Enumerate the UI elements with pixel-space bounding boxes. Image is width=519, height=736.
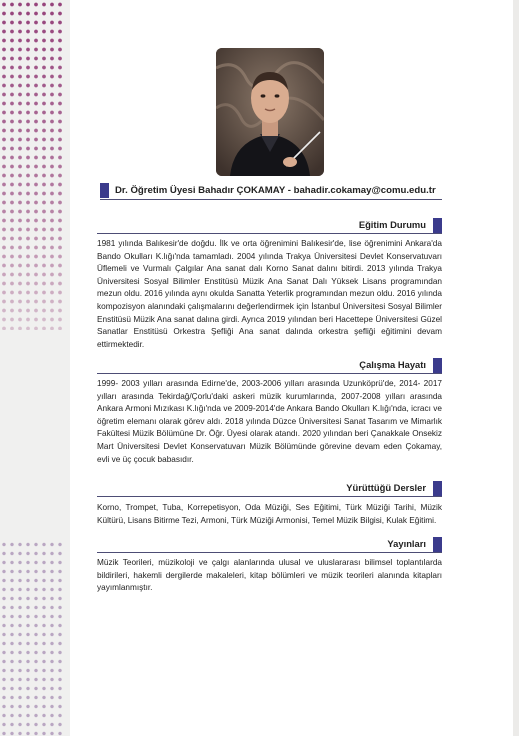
section-header-career	[97, 358, 442, 374]
name-header	[100, 182, 442, 200]
portrait-illustration	[216, 48, 324, 176]
section-text-publications: Müzik Teorileri, müzikoloji ve çalgı alanlarında ulusal ve uluslararası bilimsel toplantılarda bildirileri, hakemli dergilerde makaleleri, kitap bölümleri ve müzik teorileri alanında kitapları yayımlanmıştır.	[97, 558, 442, 593]
section-title-publications: Yayınları	[387, 538, 426, 549]
right-edge-strip	[513, 0, 519, 736]
section-text-courses: Korno, Trompet, Tuba, Korrepetisyon, Oda Müziği, Ses Eğitimi, Türk Müziği Tarihi, Müzik Kültürü, Lisans Bitirme Tezi, Armoni, Türk Müziği Armonisi, Temel Müzik Bilgisi, Kulak Eğitimi.	[97, 503, 442, 525]
section-text-career: 1999- 2003 yılları arasında Edirne'de, 2003-2006 yılları arasında Uzunköprü'de, 2014- 2017 yılları arasında Tekirdağ/Çorlu'daki askeri müzik kurumlarında, 2007-2008 yılları arasında Ankara Armoni Mızıkası K.lığı'nda ve 2009-2014'de Ankara Bando Okulları K.lığı'nda, icracı ve öğretim elemanı olarak görev aldı. 2018 yılında Düzce Üniversitesi Sanat Tasarım ve Mimarlık Fakültesi Müzik Bölümüne Dr. Öğr. Üyesi olarak atandı. 2020 yılından beri Çanakkale Onsekiz Mart Üniversitesi Devlet Konservatuvarı Müzik Bölümünde görevine devam eden Çokamay, evli ve üç çocuk babasıdır.	[97, 379, 442, 464]
dot-pattern-bottom	[0, 540, 66, 736]
accent-marker	[433, 218, 442, 233]
section-header-publications	[97, 537, 442, 553]
section-title-career: Çalışma Hayatı	[359, 359, 426, 370]
name-email-line: Dr. Öğretim Üyesi Bahadır ÇOKAMAY - bahadir.cokamay@comu.edu.tr	[115, 185, 436, 196]
section-title-courses: Yürüttüğü Dersler	[346, 482, 426, 493]
section-title-education: Eğitim Durumu	[358, 219, 426, 230]
dot-pattern-top	[0, 0, 66, 330]
accent-marker	[433, 537, 442, 552]
section-text-education: 1981 yılında Balıkesir'de doğdu. İlk ve orta öğrenimini Balıkesir'de, lise öğrenimini Ankara'da Bando Okulları K.lığı'nda tamamladı. 2004 yılında Trakya Üniversitesi Devlet Konservatuvarı Üflemeli ve Vurmalı Çalgılar Ana sanat dalı Korno Sanat dalını bitirdi. 2013 yılında Trakya Üniversitesi Sosyal Bilimler Enstitüsü Müzik Ana Sanat Dalı Yüksek Lisans programından mezun oldu. 2016 yılında aynı okulda Sanatta Yeterlik programından mezun oldu. 2016 yılında kompozisyon alanındaki çalışmalarını değerlendirmek için İstanbul Üniversitesi Sosyal Bilimler Enstitüsü Müzik Ana sanat dalına girdi. Ayrıca 2019 yılından beri Hacettepe Üniversitesi Güzel Sanatlar Enstitüsü Orkestra Şefliği Ana sanat dalında orkestra şefliği eğitimini devam ettirmektedir.	[97, 239, 442, 349]
section-header-courses	[97, 481, 442, 497]
accent-marker	[433, 481, 442, 496]
accent-marker	[100, 183, 109, 198]
accent-marker	[433, 358, 442, 373]
portrait-photo	[216, 48, 324, 176]
section-header-education	[97, 218, 442, 234]
